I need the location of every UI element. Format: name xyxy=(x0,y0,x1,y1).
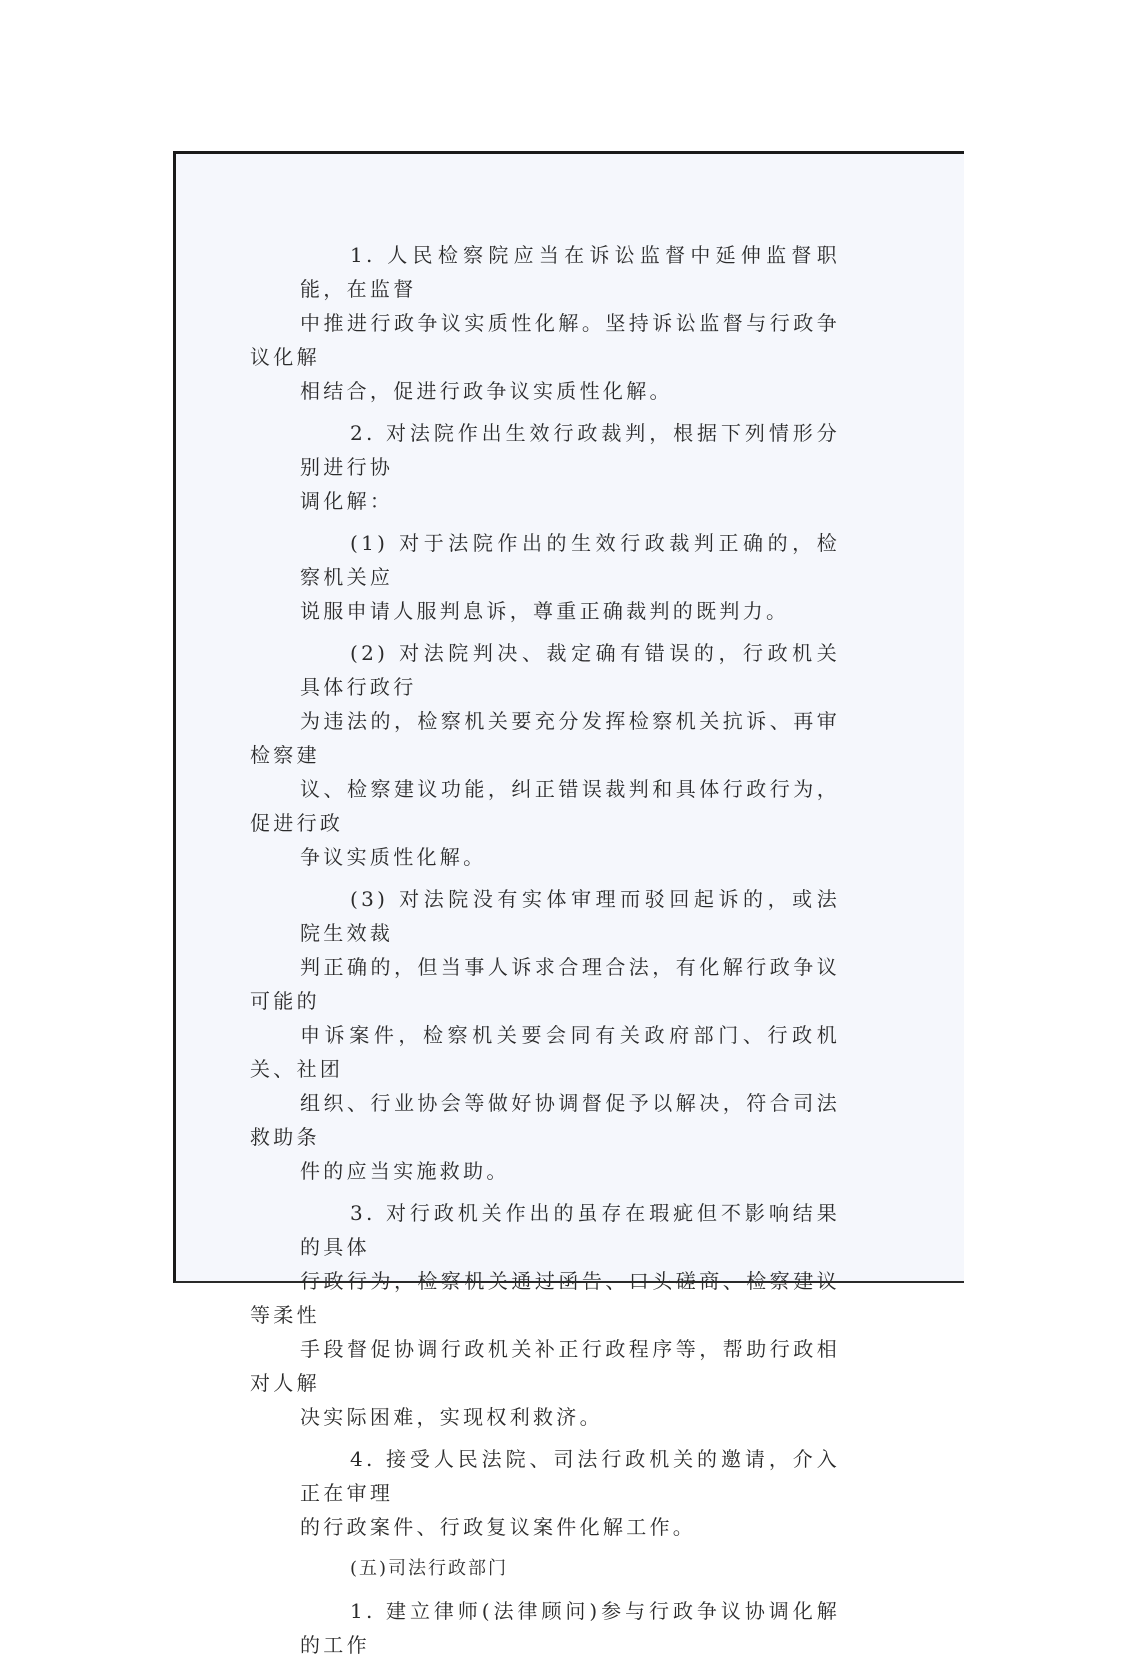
text-line: 说服申请人服判息诉，尊重正确裁判的既判力。 xyxy=(300,599,790,623)
text-line: 的行政案件、行政复议案件化解工作。 xyxy=(300,1515,697,1539)
text-line: 4. 接受人民法院、司法行政机关的邀请，介入正在审理 xyxy=(300,1447,840,1505)
text-line: 件的应当实施救助。 xyxy=(300,1159,510,1183)
text-line: 调化解： xyxy=(300,489,394,513)
scanned-page xyxy=(173,151,964,1657)
text-line: 议、检察建议功能，纠正错误裁判和具体行政行为，促进行政 xyxy=(250,777,840,835)
paragraph-item-3 xyxy=(250,882,840,1188)
paragraph-procuratorate-4 xyxy=(300,1442,840,1544)
text-line: 决实际困难，实现权利救济。 xyxy=(300,1405,603,1429)
paragraph-procuratorate-1 xyxy=(250,238,840,408)
text-line: 行政行为，检察机关通过函告、口头磋商、检察建议等柔性 xyxy=(250,1269,840,1327)
paragraph-judicial-admin-1 xyxy=(300,1594,840,1662)
text-line: (五)司法行政部门 xyxy=(350,1558,509,1579)
text-line: 3. 对行政机关作出的虽存在瑕疵但不影响结果的具体 xyxy=(300,1201,840,1259)
text-line: 争议实质性化解。 xyxy=(300,845,487,869)
text-line: 1. 人民检察院应当在诉讼监督中延伸监督职能，在监督 xyxy=(300,243,840,301)
paragraph-procuratorate-3 xyxy=(250,1196,840,1434)
document-body xyxy=(250,238,840,1662)
section-heading-judicial-admin xyxy=(300,1552,840,1586)
text-line: (2) 对法院判决、裁定确有错误的，行政机关具体行政行 xyxy=(300,641,840,699)
text-line: (1) 对于法院作出的生效行政裁判正确的，检察机关应 xyxy=(300,531,840,589)
text-line: 相结合，促进行政争议实质性化解。 xyxy=(300,379,673,403)
paragraph-item-1 xyxy=(300,526,840,628)
text-line: 申诉案件，检察机关要会同有关政府部门、行政机关、社团 xyxy=(250,1023,840,1081)
text-line: 2. 对法院作出生效行政裁判，根据下列情形分别进行协 xyxy=(300,421,840,479)
text-line: 手段督促协调行政机关补正行政程序等，帮助行政相对人解 xyxy=(250,1337,840,1395)
text-line: 1. 建立律师(法律顾问)参与行政争议协调化解的工作 xyxy=(300,1599,840,1657)
paragraph-item-2 xyxy=(250,636,840,874)
text-line: 为违法的，检察机关要充分发挥检察机关抗诉、再审检察建 xyxy=(250,709,840,767)
text-line: (3) 对法院没有实体审理而驳回起诉的，或法院生效裁 xyxy=(300,887,840,945)
text-line: 组织、行业协会等做好协调督促予以解决，符合司法救助条 xyxy=(250,1091,840,1149)
text-line: 中推进行政争议实质性化解。坚持诉讼监督与行政争议化解 xyxy=(250,311,840,369)
paragraph-procuratorate-2 xyxy=(300,416,840,518)
text-line: 判正确的，但当事人诉求合理合法，有化解行政争议可能的 xyxy=(250,955,840,1013)
